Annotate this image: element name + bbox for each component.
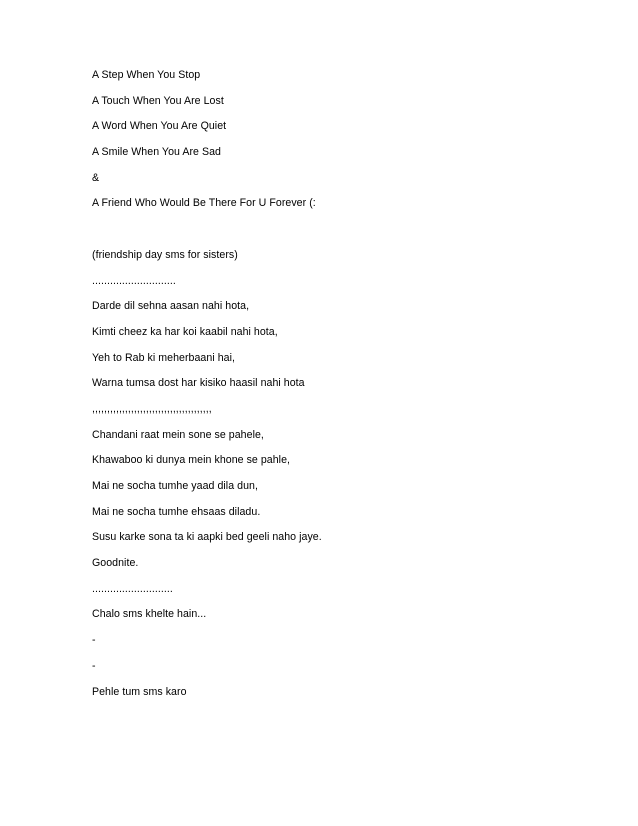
text-line: Khawaboo ki dunya mein khone se pahle,: [92, 454, 291, 467]
text-line: Chalo sms khelte hain...: [92, 608, 207, 621]
text-line: A Word When You Are Quiet: [92, 120, 227, 133]
dash-line: -: [92, 659, 96, 672]
text-line: A Touch When You Are Lost: [92, 94, 224, 107]
text-line: Yeh to Rab ki meherbaani hai,: [92, 351, 235, 364]
text-line: &: [92, 171, 100, 184]
text-line: A Smile When You Are Sad: [92, 146, 221, 159]
separator-line: ,,,,,,,,,,,,,,,,,,,,,,,,,,,,,,,,,,,,,,,,: [92, 402, 212, 415]
document-body: [92, 69, 572, 711]
text-line: Kimti cheez ka har koi kaabil nahi hota,: [92, 325, 278, 338]
separator-line: ...........................: [92, 582, 173, 595]
separator-line: ............................: [92, 274, 176, 287]
text-line: Darde dil sehna aasan nahi hota,: [92, 300, 250, 313]
text-line: Chandani raat mein sone se pahele,: [92, 428, 264, 441]
text-line: Mai ne socha tumhe ehsaas diladu.: [92, 505, 261, 518]
text-line: A Step When You Stop: [92, 69, 201, 81]
text-line: Warna tumsa dost har kisiko haasil nahi hota: [92, 377, 305, 390]
text-line: A Friend Who Would Be There For U Forever (:: [92, 197, 316, 210]
text-line: Mai ne socha tumhe yaad dila dun,: [92, 480, 258, 492]
text-line: (friendship day sms for sisters): [92, 248, 238, 261]
blank-line: [92, 223, 572, 236]
text-line: Goodnite.: [92, 557, 139, 570]
text-line: Susu karke sona ta ki aapki bed geeli naho jaye.: [92, 531, 322, 544]
text-line: Pehle tum sms karo: [92, 685, 187, 698]
dash-line: -: [92, 634, 96, 647]
